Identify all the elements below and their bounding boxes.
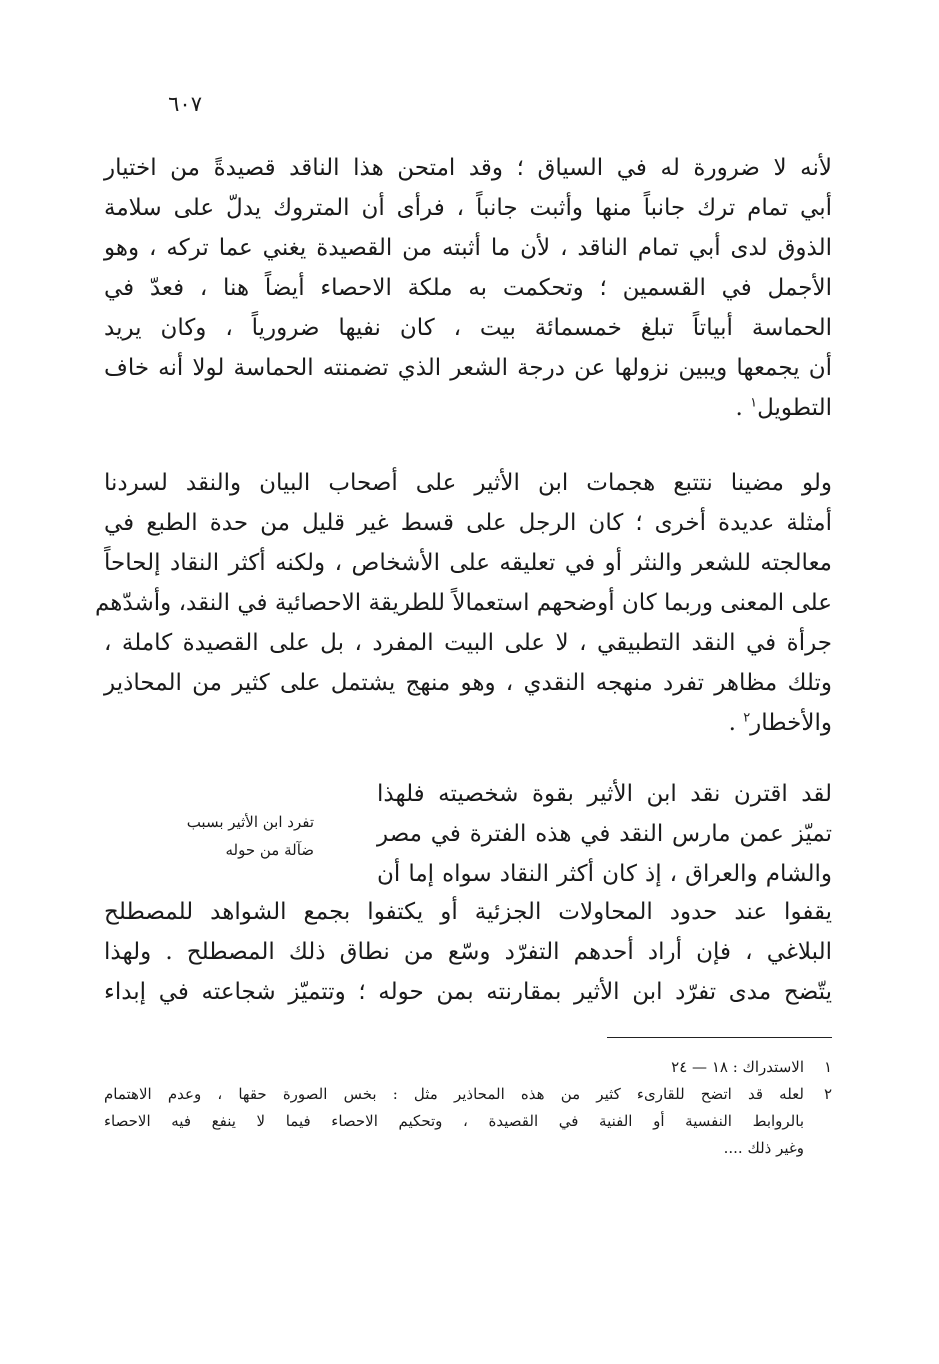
text-line: أن يجمعها ويبين نزولها عن درجة الشعر الذي تضمنته الحماسة لولا أنه خاف bbox=[104, 355, 832, 381]
paragraph-1 bbox=[104, 148, 832, 428]
text-line: تميّز عمن مارس النقد في هذه الفترة في مصر bbox=[377, 821, 832, 847]
page-number: ٦٠٧ bbox=[168, 92, 202, 116]
footnote-body bbox=[104, 1054, 804, 1081]
text-line: وتلك مظاهر تفرد منهجه النقدي ، وهو منهج يشتمل على كثير من المحاذير bbox=[104, 670, 832, 696]
footnote-number: ١ bbox=[823, 1058, 832, 1076]
line-text: التطويل bbox=[757, 395, 832, 421]
paragraph-2 bbox=[95, 463, 832, 743]
text-line: جرأة في النقد التطبيقي ، لا على البيت المفرد ، بل على القصيدة كاملة ، bbox=[104, 630, 832, 656]
footnote-line: لعله قد اتضح للقارىء كثير من هذه المحاذير مثل : بخس الصورة حقها ، وعدم الاهتمام bbox=[104, 1085, 804, 1103]
footnote-number: ٢ bbox=[823, 1085, 832, 1103]
text-line: البلاغي ، فإن أراد أحدهم التفرّد وسّع من نطاق ذلك المصطلح . ولهذا bbox=[104, 939, 832, 965]
text-line: يتّضح مدى تفرّد ابن الأثير بمقارنته بمن حوله ؛ وتتميّز شجاعته في إبداء bbox=[104, 979, 832, 1005]
text-line: على المعنى وربما كان أوضحهم استعمالاً للطريقة الاحصائية في النقد، وأشدّهم bbox=[95, 590, 832, 616]
text-line: لأنه لا ضرورة له في السياق ؛ وقد امتحن هذا الناقد قصيدةً من اختيار bbox=[104, 155, 832, 181]
text-line: الحماسة أبياتاً تبلغ خمسمائة بيت ، كان نفيها ضرورياً ، وكان يريد bbox=[104, 315, 832, 341]
line-text: والأخطار bbox=[750, 710, 832, 736]
paragraph-3-with-margin-note bbox=[104, 774, 832, 892]
line-end-punct: . bbox=[728, 710, 744, 736]
text-line: يقفوا عند حدود المحاولات الجزئية أو يكتفوا بجمع الشواهد للمصطلح bbox=[104, 899, 832, 925]
footnote-divider bbox=[607, 1037, 832, 1038]
margin-note-line: تفرد ابن الأثير بسبب bbox=[186, 813, 314, 831]
footnote-2 bbox=[104, 1081, 832, 1162]
text-line: الأجمل في القسمين ؛ وتحكمت به ملكة الاحصاء أيضاً هنا ، فعدّ في bbox=[104, 275, 832, 301]
margin-note bbox=[104, 808, 314, 864]
line-end-punct: . bbox=[735, 395, 751, 421]
text-line: معالجته للشعر والنثر أو في تعليقه على الأشخاص ، ولكنه أكثر النقاد إلحاحاً bbox=[104, 550, 832, 576]
paragraph-3-continued bbox=[104, 892, 832, 1012]
text-line-last bbox=[104, 703, 832, 743]
footnote-ref-2[interactable]: ٢ bbox=[743, 710, 751, 726]
text-line: ولو مضينا نتتبع هجمات ابن الأثير على أصحاب البيان والنقد لسردنا bbox=[104, 470, 832, 496]
footnotes bbox=[104, 1054, 832, 1162]
footnote-line: وغير ذلك .... bbox=[723, 1139, 804, 1157]
footnote-ref-1[interactable]: ١ bbox=[750, 395, 758, 411]
paragraph-3-side-text bbox=[377, 774, 832, 894]
footnote-1 bbox=[104, 1054, 832, 1081]
margin-note-line: ضآلة من حوله bbox=[225, 841, 314, 859]
footnote-line: بالروابط النفسية أو الفنية في القصيدة ، وتحكيم الاحصاء فيما لا ينفع فيه الاحصاء bbox=[104, 1112, 804, 1130]
footnote-line: الاستدراك : ١٨ — ٢٤ bbox=[671, 1058, 804, 1076]
text-line: أمثلة عديدة أخرى ؛ كان الرجل على قسط غير قليل من حدة الطبع في bbox=[104, 510, 832, 536]
text-line: أبي تمام ترك جانباً منها وأثبت جانباً ، فرأى أن المتروك يدلّ على سلامة bbox=[104, 195, 832, 221]
text-line: لقد اقترن نقد ابن الأثير بقوة شخصيته فلهذا bbox=[377, 781, 832, 807]
text-line-last bbox=[104, 388, 832, 428]
text-line: والشام والعراق ، إذ كان أكثر النقاد سواه إما أن bbox=[377, 861, 832, 887]
footnote-body bbox=[104, 1081, 804, 1162]
text-line: الذوق لدى أبي تمام الناقد ، لأن ما أثبته من القصيدة يغني عما تركه ، وهو bbox=[104, 235, 832, 261]
